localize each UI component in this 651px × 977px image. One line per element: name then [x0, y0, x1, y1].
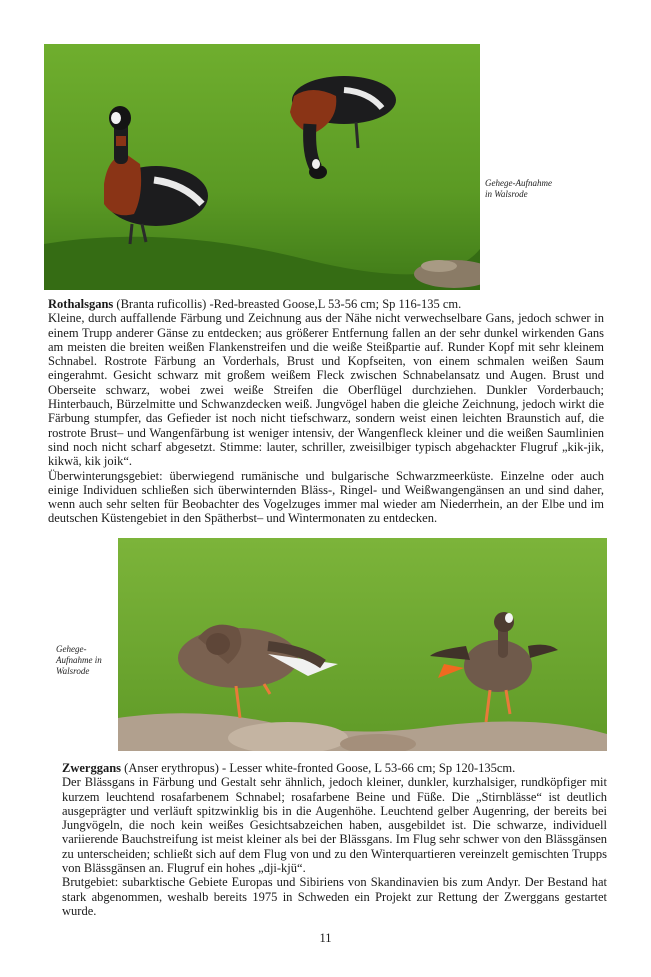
species-header	[62, 761, 607, 775]
species-header-details: (Anser erythropus) - Lesser white-fronted Goose, L 53-66 cm; Sp 120-135cm.	[121, 761, 516, 775]
species-name: Rothalsgans	[48, 297, 114, 311]
caption-line: Gehege-Aufnahme	[485, 178, 552, 188]
caption-line: Gehege-	[56, 644, 87, 654]
species-breeding: Brutgebiet: subarktische Gebiete Europas und Sibiriens von Skandinavien bis zum Andyr. Der Bestand hat stark abgenommen, weshalb bereits 1975 in Schweden ein Projekt zur Rettung der Zwerggans gestartet wurde.	[62, 875, 607, 918]
photo-red-breasted-geese	[44, 44, 480, 290]
species-description: Kleine, durch auffallende Färbung und Zeichnung aus der Nähe nicht verwechselbare Gans, jedoch schwer in einem Trupp anderer Gänse zu entdecken; aus größerer Entfernung fallen an der sehr dunkel wirkenden Gans am meisten die breiten weißen Flankenstreifen und die weiße Steißpartie auf. Runder Kopf mit sehr kleinem Schnabel. Rostrote Färbung an Vorderhals, Brust und Kopfseiten, von einem schmalen weißen Saum eingerahmt. Gesicht schwarz mit großem weißem Fleck zwischen Schnabelansatz und Augen. Brust und Oberseite schwarz, wobei zwei weiße Streifen die Oberflügel durchziehen. Dunkler Vorderbauch; Hinterbauch, Bürzelmitte und Schwanzdecken weiß. Jungvögel haben die gleiche Zeichnung, jedoch wirkt die Färbung stumpfer, das Gefieder ist noch nicht tiefschwarz, sondern weist einen leichten Braunstich auf, die rostrote Brust– und Wangenfärbung ist weniger intensiv, der Wangenfleck kleiner und die weißen Saumlinien sind noch nicht scharf abgesetzt. Stimme: lauter, schriller, zweisilbiger typisch abgehackter Flugruf „kik-jik, kikwä, kik joik“.	[48, 311, 604, 469]
species-header	[48, 297, 604, 311]
species-header-details: (Branta ruficollis) -Red-breasted Goose,L 53-56 cm; Sp 116-135 cm.	[113, 297, 462, 311]
photo-lesser-white-fronted-geese	[118, 538, 607, 751]
caption-line: in Walsrode	[485, 189, 528, 199]
species-wintering: Überwinterungsgebiet: überwiegend rumänische und bulgarische Schwarzmeerküste. Einzelne oder auch einige Individuen schließen sich überwinternden Bläss-, Ringel- und Weißwangengänsen an und sind daher, wenn auch sehr selten für Beobachter des Vogelzuges immer mal wieder am Niederrhein, an der Elbe und im deutschen Küstengebiet in den Spätherbst– und Wintermonaten zu entdecken.	[48, 468, 604, 526]
species-description: Der Blässgans in Färbung und Gestalt sehr ähnlich, jedoch kleiner, dunkler, kurzhalsiger, rundköpfiger mit kurzem leuchtend rosafarbenem Schnabel; rosafarbene Beine und Füße. Die „Stirnblässe“ ist deutlich ausgeprägter und verläuft spitzwinklig bis in die Augenhöhe. Leuchtend gelber Augenring, der bereits bei Jungvögeln, die noch kein weißes Gesichtsabzeichen haben, ausgebildet ist. Die schwarze, individuell variierende Bauchstreifung ist meist kleiner als bei der Blässgans. Im Flug sehr schwer von den Blässgänsen zu unterscheiden; schließt sich auf dem Flug von und zu den Winterquartieren vereinzelt gemischten Trupps von Blässgänsen an. Flugruf ein hohes „dji-kjü“.	[62, 775, 607, 876]
caption-line: Aufnahme in	[56, 655, 102, 665]
photo-caption	[56, 644, 116, 677]
species-entry-rothalsgans	[48, 297, 604, 526]
photo-caption	[485, 178, 575, 200]
species-name: Zwerggans	[62, 761, 122, 775]
caption-line: Walsrode	[56, 666, 90, 676]
species-entry-zwerggans	[62, 761, 607, 918]
page-number: 11	[319, 931, 332, 945]
